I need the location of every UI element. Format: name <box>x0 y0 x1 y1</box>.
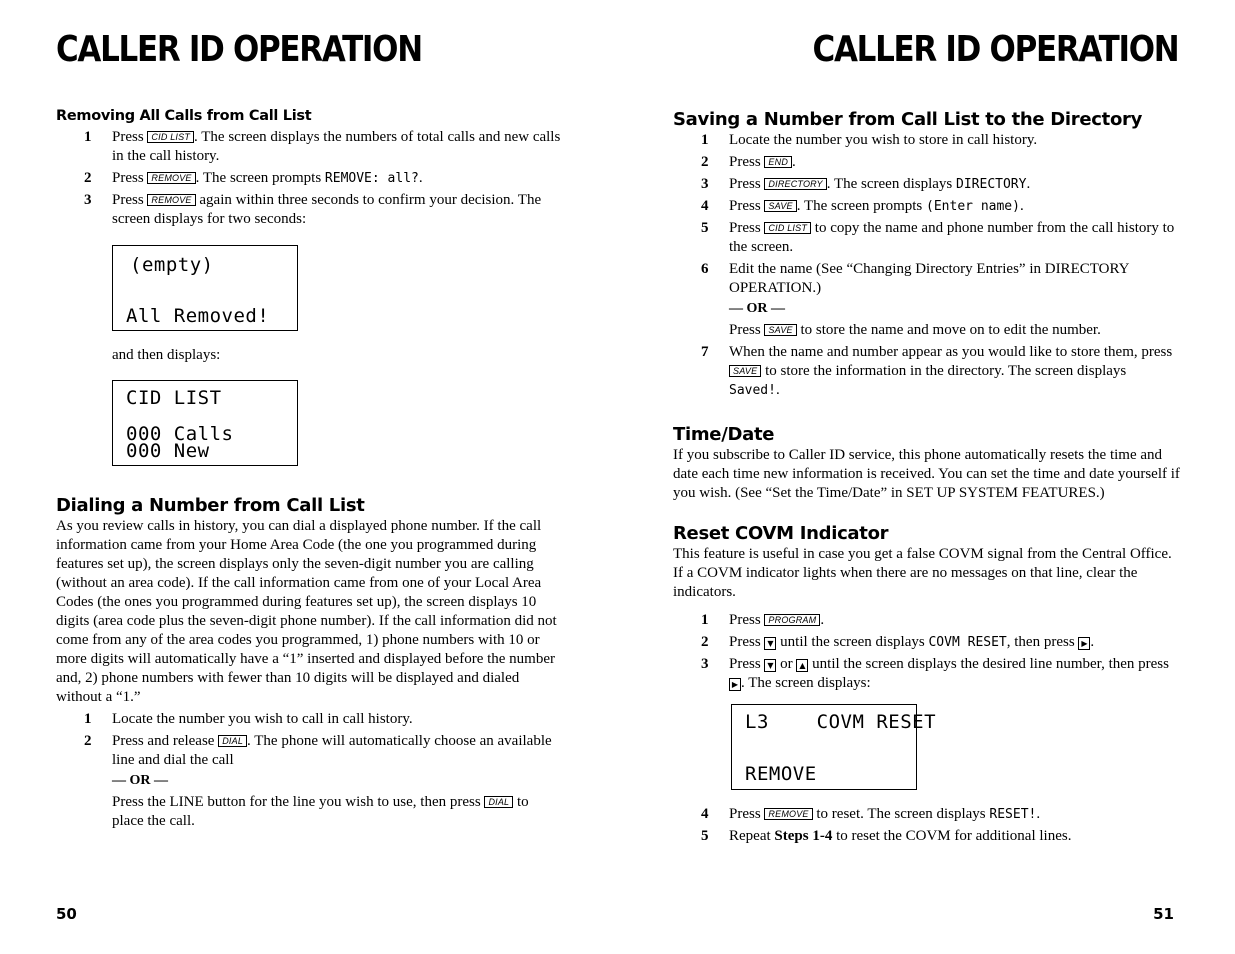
step-text: Press <box>112 192 144 208</box>
lcd-line: 000 New <box>126 440 210 462</box>
step-text: . The screen displays: <box>741 675 871 691</box>
step-text: . The screen displays the numbers of total calls and new calls in the call history. <box>112 129 561 164</box>
list-item <box>673 805 1180 824</box>
or-separator: — OR — <box>729 301 785 316</box>
step-number: 1 <box>84 129 92 145</box>
screen-prompt: Saved! <box>729 383 776 398</box>
list-item <box>673 197 1180 216</box>
step-bold: Steps 1-4 <box>774 828 833 844</box>
list-item <box>673 655 1180 693</box>
saving-section <box>673 109 1180 403</box>
timedate-heading: Time/Date <box>673 424 775 445</box>
lcd-line: CID LIST <box>126 387 222 409</box>
step-text: Press and release <box>112 733 215 749</box>
save-key-icon: SAVE <box>764 200 796 212</box>
list-item <box>56 191 561 229</box>
dialing-steps <box>56 710 561 770</box>
step-number: 7 <box>701 344 709 360</box>
list-item <box>673 260 1180 298</box>
reset-section <box>673 523 1180 696</box>
remove-key-icon: REMOVE <box>764 808 812 820</box>
list-item <box>673 343 1180 400</box>
cid-list-key-icon: CID LIST <box>147 131 194 143</box>
page-title-left: CALLER ID OPERATION <box>56 29 422 70</box>
lcd-line: REMOVE <box>745 763 817 785</box>
removing-section <box>56 108 561 232</box>
step-number: 5 <box>701 220 709 236</box>
page-number-right: 51 <box>1153 905 1174 923</box>
step-text: . The screen displays <box>826 176 957 192</box>
step-text: . The screen prompts <box>195 170 325 186</box>
step-number: 5 <box>701 828 709 844</box>
step-number: 2 <box>84 733 92 749</box>
list-item <box>673 175 1180 194</box>
step-text: or <box>776 656 797 672</box>
step-number: 3 <box>701 656 709 672</box>
step-number: 4 <box>701 198 709 214</box>
down-arrow-key-icon: ▼ <box>764 659 776 672</box>
lcd-screen-covm-reset <box>731 704 937 790</box>
step-text: . <box>1026 176 1031 192</box>
list-item <box>56 169 561 188</box>
cid-list-key-icon: CID LIST <box>764 222 811 234</box>
step-number: 2 <box>701 154 709 170</box>
reset-heading: Reset COVM Indicator <box>673 523 889 544</box>
down-arrow-key-icon: ▼ <box>764 637 776 650</box>
dialing-section <box>56 495 561 831</box>
directory-key-icon: DIRECTORY <box>764 178 826 190</box>
step-text: Press <box>112 170 144 186</box>
step-text: , then press <box>1006 634 1079 650</box>
step-number: 1 <box>84 711 92 727</box>
step-number: 3 <box>701 176 709 192</box>
saving-steps <box>673 131 1180 298</box>
dialing-heading: Dialing a Number from Call List <box>56 495 365 516</box>
step-text: until the screen displays <box>776 634 929 650</box>
step-text: . <box>820 612 825 628</box>
step-text: Press <box>729 176 761 192</box>
step-text: Press the LINE button for the line you wish to use, then press <box>112 794 481 810</box>
step-text: to reset the COVM for additional lines. <box>832 828 1072 844</box>
step-text: Repeat <box>729 828 775 844</box>
screen-prompt: (Enter name) <box>926 199 1020 214</box>
step-number: 2 <box>701 634 709 650</box>
step-text: . <box>1090 634 1095 650</box>
step-text: . <box>418 170 423 186</box>
step-text: When the name and number appear as you would like to store them, press <box>729 344 1173 360</box>
step-number: 1 <box>701 132 709 148</box>
step-text: Press <box>729 322 761 338</box>
or-separator: — OR — <box>112 773 168 788</box>
lcd-line: All Removed! <box>126 305 270 327</box>
step-text: Locate the number you wish to call in call history. <box>112 711 413 727</box>
reset-steps <box>673 611 1180 693</box>
list-item <box>56 732 561 770</box>
step-text: to reset. The screen displays <box>812 806 990 822</box>
step-text: again within three seconds to confirm your decision. The screen displays for two seconds: <box>112 192 542 227</box>
removing-steps <box>56 128 561 229</box>
step-text: until the screen displays the desired line number, then press <box>808 656 1169 672</box>
screen-prompt: REMOVE: all? <box>324 171 419 186</box>
reset-steps-cont <box>673 805 1180 846</box>
step-text: . <box>792 154 796 170</box>
step-text: Press <box>729 656 761 672</box>
step-text: . The phone will automatically choose an available line and dial the call <box>112 733 552 768</box>
step-text: to store the information in the directory. The screen displays <box>761 363 1127 379</box>
save-key-icon: SAVE <box>764 324 796 336</box>
step-text: to store the name and move on to edit the number. <box>796 322 1101 338</box>
remove-key-icon: REMOVE <box>147 194 195 206</box>
reset-section-cont <box>673 805 1180 849</box>
lcd-screen-cid-list <box>112 380 298 466</box>
up-arrow-key-icon: ▲ <box>796 659 808 672</box>
left-page <box>56 0 561 954</box>
step-text: Press <box>729 612 761 628</box>
step-text: . <box>1036 806 1041 822</box>
saving-steps-cont <box>673 343 1180 400</box>
right-arrow-key-icon: ▶ <box>729 678 741 691</box>
screen-prompt: RESET! <box>989 807 1037 822</box>
dialing-alternative <box>56 793 561 831</box>
step-text: Press <box>729 634 761 650</box>
program-key-icon: PROGRAM <box>764 614 820 626</box>
removing-heading: Removing All Calls from Call List <box>56 108 312 124</box>
list-item <box>673 827 1180 846</box>
screen-prompt: DIRECTORY <box>956 177 1027 192</box>
step-number: 4 <box>701 806 709 822</box>
list-item <box>673 633 1180 652</box>
step-text: Press <box>729 220 761 236</box>
screen-prompt: COVM RESET <box>928 635 1007 650</box>
lcd-line: (empty) <box>130 254 214 276</box>
step-number: 2 <box>84 170 92 186</box>
step-text: to copy the name and phone number from the call history to the screen. <box>729 220 1175 255</box>
list-item <box>673 219 1180 257</box>
remove-key-icon: REMOVE <box>147 172 195 184</box>
dial-key-icon: DIAL <box>218 735 247 747</box>
saving-alternative <box>673 321 1180 340</box>
step-text: . <box>775 382 780 398</box>
lcd-screen-removed <box>112 245 298 331</box>
step-number: 6 <box>701 261 709 277</box>
lcd-line: 000 Calls <box>126 423 234 445</box>
saving-heading: Saving a Number from Call List to the Directory <box>673 109 1143 130</box>
step-text: . <box>1019 198 1024 214</box>
right-arrow-key-icon: ▶ <box>1078 637 1090 650</box>
step-text: Press <box>729 198 761 214</box>
step-text: to place the call. <box>112 794 529 829</box>
list-item <box>673 153 1180 172</box>
step-text: Locate the number you wish to store in call history. <box>729 132 1038 148</box>
save-key-icon: SAVE <box>729 365 761 377</box>
timedate-section <box>673 424 1180 503</box>
end-key-icon: END <box>764 156 792 168</box>
page-title-right: CALLER ID OPERATION <box>812 29 1178 70</box>
list-item <box>56 710 561 729</box>
step-text: Edit the name (See “Changing Directory Entries” in DIRECTORY OPERATION.) <box>729 261 1129 296</box>
step-text: Press <box>729 806 761 822</box>
then-displays-text: and then displays: <box>112 347 221 363</box>
right-page <box>673 0 1180 954</box>
step-number: 1 <box>701 612 709 628</box>
reset-paragraph: This feature is useful in case you get a false COVM signal from the Central Office. If a COVM indicator lights when there are no messages on that line, clear the indicators. <box>673 546 1172 600</box>
list-item <box>56 128 561 166</box>
page-number-left: 50 <box>56 905 77 923</box>
lcd-line: L3 COVM RESET <box>745 711 937 733</box>
dial-key-icon: DIAL <box>484 796 513 808</box>
step-text: Press <box>112 129 144 145</box>
dialing-paragraph: As you review calls in history, you can dial a displayed phone number. If the call information came from your Home Area Code (the one you programmed during features set up), the screen displays only the seven-digit number you are calling (without an area code). If the call information came from one of your Local Area Codes (the ones you programmed during features set up), the screen displays 10 digits (area code plus the seven-digit phone number). If the call information did not come from any of the area codes you programmed, 1) phone numbers with 10 or more digits will automatically have a “1” inserted and displayed before the number and, 2) phone numbers with fewer than 10 digits will be displayed and dialed without a “1.” <box>56 518 557 705</box>
list-item <box>673 611 1180 630</box>
step-text: . The screen prompts <box>796 198 927 214</box>
list-item <box>673 131 1180 150</box>
timedate-paragraph: If you subscribe to Caller ID service, this phone automatically resets the time and date each time new information is received. You can set the time and date yourself if you wish. (See “Set the Time/Date” in SET UP SYSTEM FEATURES.) <box>673 447 1180 501</box>
step-number: 3 <box>84 192 92 208</box>
step-text: Press <box>729 154 761 170</box>
